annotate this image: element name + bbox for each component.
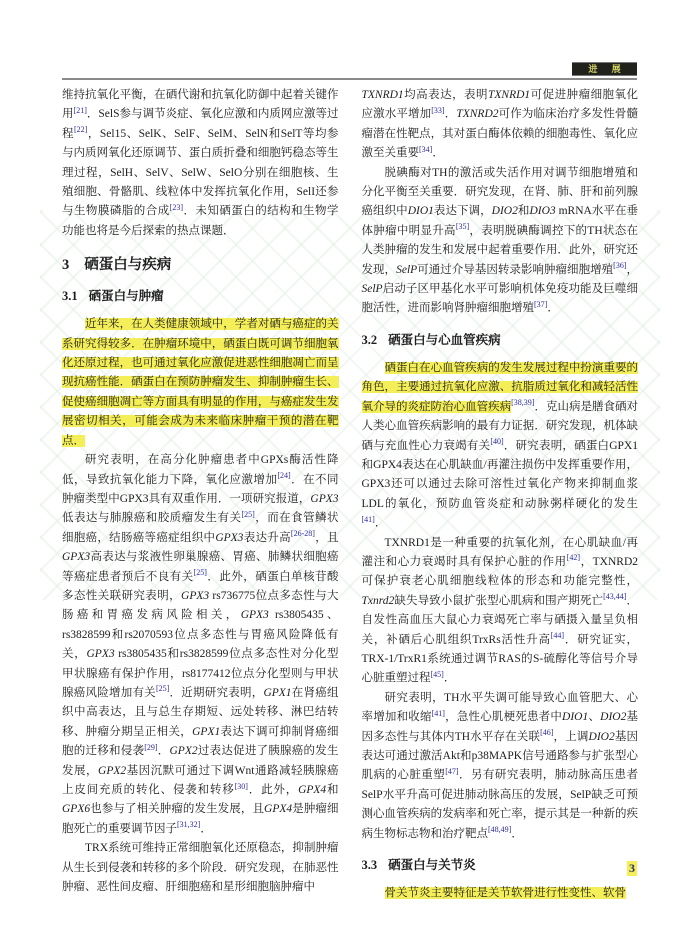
gene-name: GPX4 (298, 784, 327, 796)
text-run: ．未知硒蛋白的结构和生物学功能也将是今后探索的热点课题． (62, 205, 339, 237)
paragraph (62, 86, 339, 241)
gene-name: DIO2 (600, 711, 627, 724)
gene-name: GPX4 (264, 803, 293, 816)
text-run: 启动子区甲基化水平可影响机体免疫功能及巨噬细胞活性，进而影响肾肿瘤细胞增殖 (361, 283, 638, 315)
section-heading-3.2 (362, 331, 639, 350)
text-run: 表达下调， (433, 205, 492, 218)
text-run: ．SelS参与调节炎症、氧化应激和内质网应激等过程 (62, 108, 339, 140)
text-run: 和 (326, 784, 339, 796)
gene-name: TXNRD1 (488, 89, 531, 101)
column-header-tag: 进 展 (572, 62, 637, 76)
text-run: 维持抗氧化平衡，在硒代谢和抗氧化防御中起着关键作用 (62, 89, 339, 121)
gene-name: Txnrd2 (361, 594, 395, 607)
highlighted-text: 硒蛋白在心血管疾病的发生发展过程中扮演重要的角色，主要通过抗氧化应激、抗脂质过氧化和减轻活性氧介导的炎症防治心血管疾病 (361, 361, 638, 413)
text-run: 表达下调可抑制肾癌细胞的迁移和侵袭 (62, 725, 339, 758)
section-number: 3.3 (361, 858, 378, 873)
citation-ref: [37] (534, 299, 548, 309)
gene-name: GPX3 (86, 648, 115, 661)
text-run: 均高表达，表明 (403, 89, 489, 101)
text-run: 基因多态性与其体内TH水平存在关联 (361, 711, 639, 743)
citation-ref: [34] (419, 144, 433, 154)
header-rule (62, 78, 637, 80)
text-run: ，TXNRD2可保护衰老心肌细胞线粒体的形态和功能完整性， (361, 555, 638, 588)
text-run: ， (626, 263, 639, 276)
text-run: ．此外， (247, 784, 299, 796)
gene-name: GPX2 (98, 764, 127, 777)
text-run: ，且 (314, 531, 339, 544)
citation-ref: [43,44] (603, 592, 627, 602)
gene-name: GPX1 (192, 725, 221, 738)
text-run: ． (200, 822, 212, 835)
text-run: ．近期研究表明， (169, 686, 264, 699)
text-run: 高表达与浆液性卵巢腺癌、胃癌、肺鳞状细胞癌等癌症患者预后不良有关 (62, 551, 339, 583)
text-run: TXNRD1是一种重要的抗氧化剂，在心肌缺血/再灌注和心力衰竭时具有保护心脏的作用 (361, 536, 638, 568)
gene-name: DIO2 (491, 205, 518, 218)
citation-ref: [36] (613, 261, 627, 271)
section-number: 3 (62, 257, 70, 274)
text-run: ． (511, 827, 523, 840)
text-run: ． (432, 147, 444, 160)
text-run: rs736775位点多态性与大肠癌和胃癌发病风险相关， (62, 589, 339, 622)
text-run: 表达升高 (243, 531, 291, 544)
text-run: ，急性心肌梗死患者中 (444, 711, 563, 724)
citation-ref: [21] (73, 105, 87, 115)
text-run: 和 (517, 205, 530, 218)
text-run: rs3805435、rs3828599和rs2070593位点多态性与胃癌风险降低有关， (62, 609, 339, 661)
gene-name: GPX3 (310, 492, 339, 505)
text-run: ，Sel15、SelK、SelF、SelM、SelN和SelT等均参与内质网氧化还原调节、蛋白质折叠和细胞钙稳态等生理过程，SelH、SelV、SelW、SelO分别在细胞核、生殖细胞、骨骼肌、线粒体中发挥抗氧化作用，SelI还参与生物膜磷脂的合成 (62, 127, 339, 218)
gene-name: TXNRD2 (456, 108, 499, 121)
section-heading-3 (62, 256, 339, 275)
text-run: 低表达与肺腺癌和胶质瘤发生有关 (62, 512, 242, 525)
paragraph (62, 315, 339, 451)
text-run: ． (443, 672, 456, 685)
section-number: 3.1 (62, 289, 78, 304)
text-run: ． (547, 302, 559, 315)
paragraph (362, 884, 639, 903)
text-run: ．此外，硒蛋白单核苷酸多态性关联研究表明， (62, 570, 339, 602)
citation-ref: [31,32] (177, 820, 201, 830)
text-run: ，表明脱碘酶调控下的TH状态在人类肿瘤的发生和发展中起着重要作用．此外，研究还发现， (361, 224, 639, 276)
text-run: ． (157, 745, 170, 758)
text-run: 基因沉默可通过下调Wnt通路减轻胰腺癌上皮间充质的转化、侵袭和转移 (62, 764, 339, 796)
section-heading-3.1 (62, 287, 339, 306)
text-run: 基因表达可通过激活Akt和p38MAPK信号通路参与扩张型心肌病的心脏重塑 (361, 730, 639, 782)
text-run: ．自发性高血压大鼠心力衰竭死亡率与硒摄入量呈负相关，补硒后心肌组织TrxRs活性升高 (361, 594, 638, 646)
citation-ref: [46] (540, 728, 554, 738)
page-number: 3 (629, 861, 635, 875)
citation-ref: [48,49] (488, 825, 512, 835)
paragraph (362, 86, 639, 164)
highlighted-text: 近年来，在人类健康领域中，学者对硒与癌症的关系研究得较多．在肿瘤环境中，硒蛋白既可调节细胞氧化还原过程，也可通过氧化应激促进恶性细胞凋亡而呈现抗癌性能．硒蛋白在预防肿瘤发生、抑制肿瘤生长、促使癌细胞凋亡等方面具有明显的作用，与癌症发生发展密切相关，可能会成为未来临床肿瘤干预的潜在靶点． (62, 318, 339, 447)
citation-ref: [25] (155, 684, 170, 694)
gene-name: SelP (361, 283, 383, 296)
text-run: ．研究表明，硒蛋白GPX1和GPX4表达在心肌缺血/再灌注损伤中发挥重要作用，GPX3还可以通过去除可溶性过氧化产物来抑制血浆LDL的氧化，预防血管炎症和动脉粥样硬化的发生 (361, 439, 638, 510)
citation-ref: [30] (234, 781, 248, 791)
citation-ref: [45] (430, 669, 444, 679)
paragraph (62, 451, 339, 839)
section-title: 硒蛋白与肿瘤 (88, 289, 164, 304)
column-right (362, 86, 639, 903)
citation-ref: [33] (431, 105, 445, 115)
paragraph (362, 689, 639, 844)
paragraph (362, 534, 639, 689)
text-run: 研究表明，在高分化肿瘤患者中GPXs酶活性降低，导致抗氧化能力下降，氧化应激增加 (62, 454, 339, 486)
highlighted-text: 骨关节炎主要特征是关节软骨进行性变性、软骨 (384, 887, 626, 900)
citation-ref: [22] (74, 125, 88, 135)
gene-name: DIO1 (562, 711, 589, 724)
two-column-text-area (62, 86, 638, 903)
citation-ref: [26-28] (290, 529, 315, 539)
gene-name: GPX3 (240, 609, 269, 622)
text-run: ． (444, 108, 457, 121)
paragraph (362, 164, 639, 319)
gene-name: GPX6 (62, 803, 91, 816)
text-run: 在肾癌组织中高表达，且与总生存期短、远处转移、淋巴结转移、肿瘤分期呈正相关， (62, 686, 339, 738)
text-run: 可作为临床治疗多发性骨髓瘤潜在性靶点，其对蛋白酶体依赖的细胞毒性、氧化应激至关重要 (361, 108, 638, 160)
gene-name: GPX1 (263, 686, 292, 699)
text-run: 过表达促进了胰腺癌的发生发展， (62, 745, 339, 777)
gene-name: DIO1 (407, 205, 434, 218)
column-left (62, 86, 339, 903)
citation-ref: [25] (241, 509, 255, 519)
citation-ref: [40] (490, 437, 504, 446)
text-run: 、 (588, 711, 601, 724)
citation-ref: [41] (431, 708, 445, 718)
section-title: 硒蛋白与疾病 (84, 257, 172, 274)
gene-name: DIO2 (588, 730, 615, 743)
text-run: ，上调 (553, 730, 589, 743)
gene-name: GPX3 (181, 589, 210, 602)
gene-name: DIO3 (529, 205, 556, 218)
text-run: 是肿瘤细胞死亡的重要调节因子 (62, 803, 339, 835)
text-run: ，而在食管鳞状细胞癌，结肠癌等癌症组织中 (62, 512, 339, 544)
paragraph (62, 839, 339, 897)
section-title: 硒蛋白与心血管疾病 (388, 332, 501, 347)
text-run: mRNA水平在垂体肿瘤中明显升高 (361, 205, 639, 237)
citation-ref: [42] (566, 553, 580, 563)
citation-ref: [23] (169, 202, 183, 212)
citation-ref: [24] (277, 471, 291, 480)
gene-name: TXNRD1 (361, 89, 404, 101)
citation-ref: [29] (144, 742, 158, 752)
citation-ref: [35] (455, 222, 470, 232)
gene-name: SelP (396, 263, 418, 276)
gene-name: GPX2 (169, 745, 198, 758)
text-run: 研究表明，TH水平失调可能导致心血管肥大、心率增加和收缩 (361, 691, 638, 724)
text-run: ． (374, 517, 387, 530)
citation-ref: [47] (445, 766, 459, 776)
text-run: 可通过介导基因转录影响肿瘤细胞增殖 (417, 263, 614, 276)
text-run: TRX系统可维持正常细胞氧化还原稳态，抑制肿瘤从生长到侵袭和转移的多个阶段．研究发现，在肺恶性肿瘤、恶性间皮瘤、肝细胞癌和星形细胞脑肿瘤中 (62, 842, 339, 894)
text-run: ．在不同肿瘤类型中GPX3具有双重作用．一项研究报道， (62, 473, 339, 505)
text-run: ．研究证实，TRX-1/TrxR1系统通过调节RAS的S-硫醇化等信号介导心脏重塑过程 (361, 633, 638, 685)
text-run: 可促进肿瘤细胞氧化应激水平增加 (361, 89, 639, 121)
gene-name: GPX3 (215, 531, 244, 544)
text-run: ．另有研究表明，肺动脉高压患者SelP水平升高可促进肺动脉高压的发展，SelP缺乏可预测心血管疾病的发病率和死亡率，提示其是一种新的疾病生物标志物和治疗靶点 (361, 769, 639, 840)
paragraph (362, 359, 639, 534)
citation-ref: [38,39] (511, 398, 535, 408)
section-number: 3.2 (361, 332, 378, 347)
gene-name: GPX3 (62, 551, 91, 564)
citation-ref: [25] (193, 568, 207, 578)
section-heading-3.3 (362, 856, 639, 875)
citation-ref: [41] (361, 514, 375, 524)
citation-ref: [44] (550, 631, 565, 641)
text-run: 脱碘酶对TH的激活或失活作用对调节细胞增殖和分化平衡至关重要．研究发现，在肾、肺、肝和前列腺癌组织中 (361, 166, 638, 218)
text-run: 缺失导致小鼠扩张型心肌病和围产期死亡 (394, 594, 604, 607)
text-run: rs3805435和rs3828599位点多态性对分化型甲状腺癌有保护作用，rs8177412位点分化型则与甲状腺癌风险增加有关 (62, 648, 339, 699)
text-run: 也参与了相关肿瘤的发生发展，且 (90, 803, 265, 816)
text-run: ．克山病是膳食硒对人类心血管疾病影响的最有力证据．研究发现，机体缺硒与充血性心力衰竭有关 (361, 400, 639, 452)
section-title: 硒蛋白与关节炎 (388, 858, 476, 873)
